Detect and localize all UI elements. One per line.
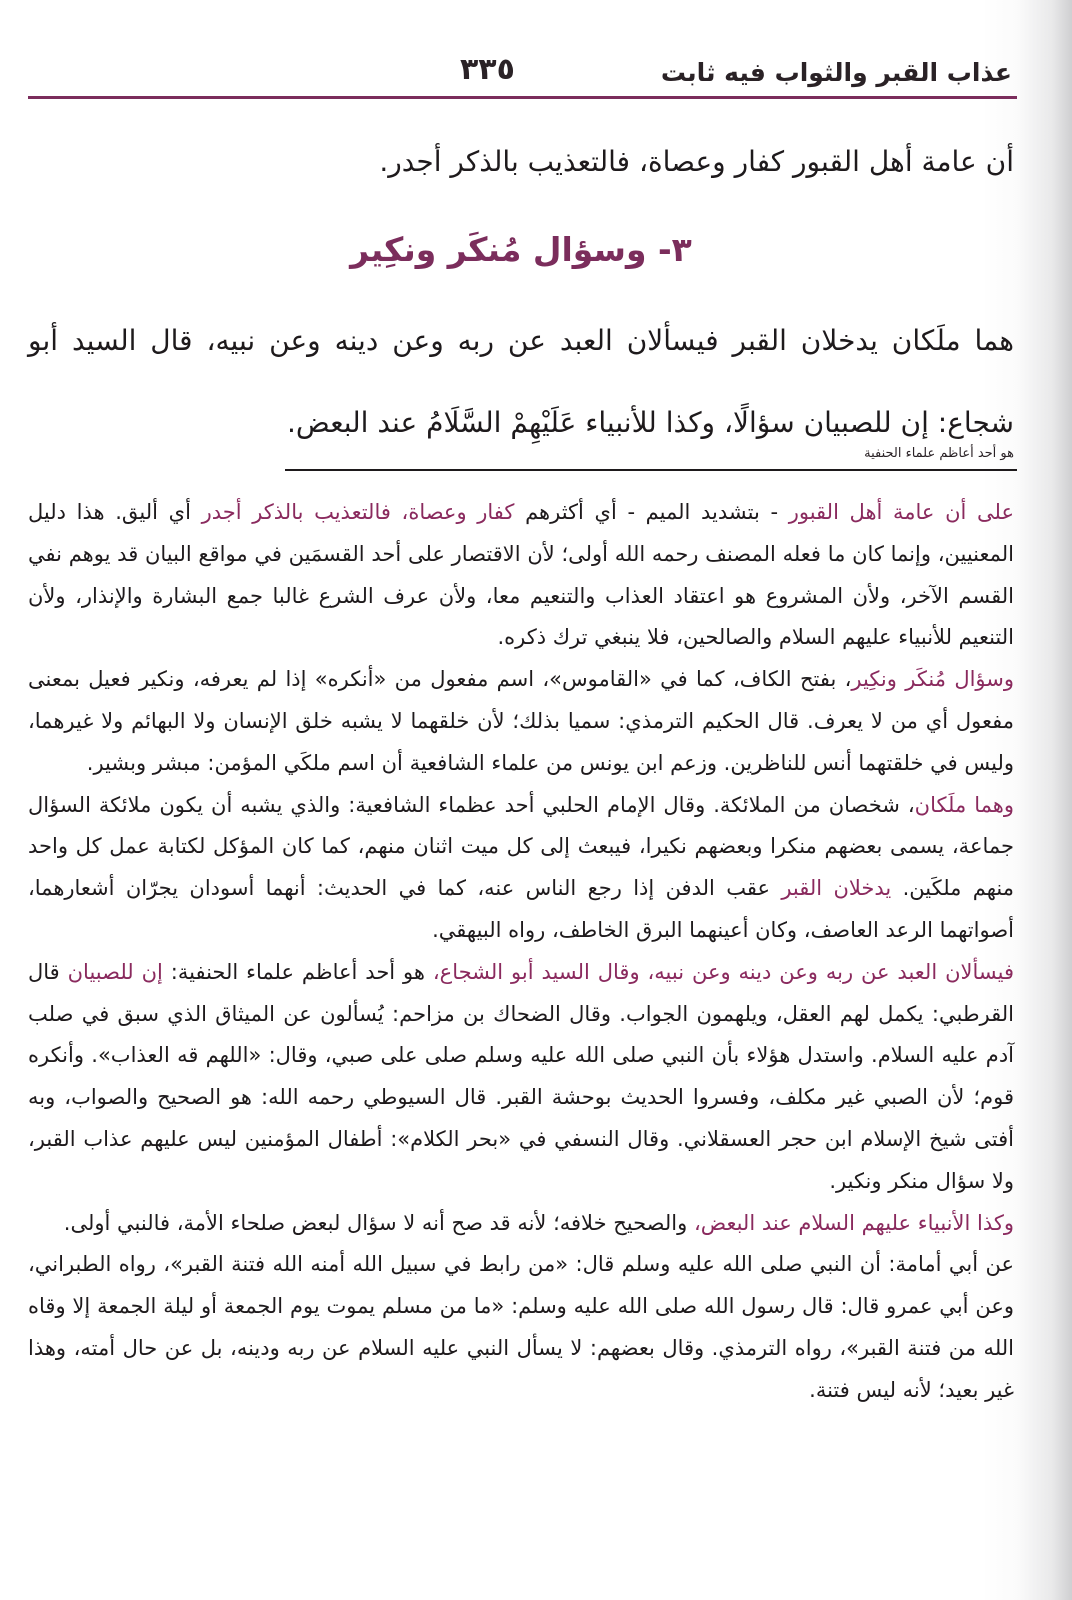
commentary-run: ، بفتح الكاف، كما في «القاموس»، اسم مفعول من «أنكره» إذا لم يعرفه، ونكير فعيل بمعنى مفعول أي من لا يعرف. قال الحكيم الترمذي: سميا بذلك؛ لأن خلقهما لا يشبه خلق الإنسان ولا البهائم ولا غيرهما، وليس في خلقتهما أنس للناظرين. وزعم ابن يونس من علماء الشافعية أن اسم ملكَي المؤمن: مبشر وبشير. [28, 667, 1014, 775]
commentary-paragraph [28, 659, 1014, 784]
commentary-run: عقب الدفن إذا رجع الناس عنه، كما في الحديث: أنهما أسودان يجرّان أشعارهما، أصواتهما الرعد العاصف، وكان أعينهما البرق الخاطف، رواه البيهقي. [28, 876, 1014, 942]
footnote-divider [285, 469, 1017, 471]
commentary-run: إن للصبيان [67, 959, 163, 984]
commentary-run: عن أبي أمامة: أن النبي صلى الله عليه وسلم قال: «من رابط في سبيل الله أمنه الله فتنة القبر»، رواه الطبراني، وعن أبي عمرو قال: قال رسول الله صلى الله عليه وسلم: «ما من مسلم يموت يوم الجمعة أو ليلة الجمعة إلا وقاه الله من فتنة القبر»، رواه الترمذي. وقال بعضهم: لا يسأل النبي عليه السلام عن ربه ودينه، بل عن حال أمته، وهذا غير بعيد؛ لأنه ليس فتنة. [28, 1252, 1014, 1402]
commentary-run: وكذا الأنبياء عليهم السلام عند البعض، [693, 1210, 1014, 1235]
page-number: ٣٣٥ [460, 52, 515, 87]
page-header [28, 52, 1012, 92]
commentary-run: يدخلان القبر [781, 876, 892, 901]
commentary-run: كفار وعصاة، فالتعذيب بالذكر أجدر [201, 500, 515, 524]
matn-paragraph: هما ملَكان يدخلان القبر فيسألان العبد عن ربه وعن دينه وعن نبيه، قال السيد أبو شجاع: إن للصبيان سؤالًا، وكذا للأنبياء عَلَيْهِمْ السَّلَامُ عند البعض. [28, 324, 1014, 439]
commentary-run: قال القرطبي: يكمل لهم العقل، ويلهمون الجواب. وقال الضحاك بن مزاحم: يُسألون عن الميثاق الذي سبق في صلب آدم عليه السلام. واستدل هؤلاء بأن النبي صلى الله عليه وسلم صلى على صبي، وقال: «اللهم قه العذاب». وأنكره قوم؛ لأن الصبي غير مكلف، وفسروا الحديث بوحشة القبر. قال السيوطي رحمه الله: هو الصحيح والصواب، وبه أفتى شيخ الإسلام ابن حجر العسقلاني. وقال النسفي في «بحر الكلام»: أطفال المؤمنين ليس عليهم عذاب القبر، ولا سؤال منكر ونكير. [28, 959, 1014, 1193]
commentary-run: ، شخصان من الملائكة. وقال الإمام الحلبي أحد عظماء الشافعية: والذي يشبه أن يكون ملائكة السؤال جماعة، يسمى بعضهم منكرا وبعضهم نكيرا، فيبعث إلى كل ميت اثنان منهم، كما كان المؤكل لكتابة عمل كل واحد منهم ملكَين. [28, 792, 1014, 901]
commentary-run: وهما ملَكان [914, 792, 1014, 817]
commentary-section [28, 492, 1014, 1412]
commentary-run: - بتشديد الميم - أي أكثرهم [514, 500, 789, 524]
commentary-run: أي أليق. هذا دليل المعنيين، وإنما كان ما فعله المصنف رحمه الله أولى؛ لأن الاقتصار على أحد القسمَين في مواقع البيان قد يوهم نفي القسم الآخر، ولأن المشروع هو اعتقاد العذاب والتنعيم معا، ولأن عرف الشرع غالبا جمع البشارة والإنذار، ولأن التنعيم للأنبياء عليهم السلام والصالحين، فلا ينبغي ترك ذكره. [28, 500, 1014, 650]
matn-line: أن عامة أهل القبور كفار وعصاة، فالتعذيب بالذكر أجدر. [379, 145, 1014, 178]
commentary-paragraph [28, 952, 1014, 1203]
commentary-run: على أن عامة أهل القبور [788, 500, 1015, 524]
commentary-paragraph [28, 1244, 1014, 1411]
commentary-paragraph [28, 492, 1014, 659]
commentary-paragraph [28, 785, 1014, 952]
header-divider [28, 96, 1017, 99]
commentary-run: فيسألان العبد عن ربه وعن دينه وعن نبيه، وقال السيد أبو الشجاع، [432, 959, 1014, 984]
commentary-paragraph [28, 1203, 1014, 1245]
section-heading: ٣- وسؤال مُنكَر ونكِير [350, 230, 692, 269]
running-title: عذاب القبر والثواب فيه ثابت [660, 58, 1012, 87]
commentary-run: هو أحد أعاظم علماء الحنفية: [162, 959, 433, 984]
commentary-run: والصحيح خلافه؛ لأنه قد صح أنه لا سؤال لبعض صلحاء الأمة، فالنبي أولى. [63, 1210, 694, 1235]
footnote-note: هو أحد أعاظم علماء الحنفية [864, 446, 1014, 461]
commentary-run: وسؤال مُنكَر ونكِير [851, 667, 1014, 692]
